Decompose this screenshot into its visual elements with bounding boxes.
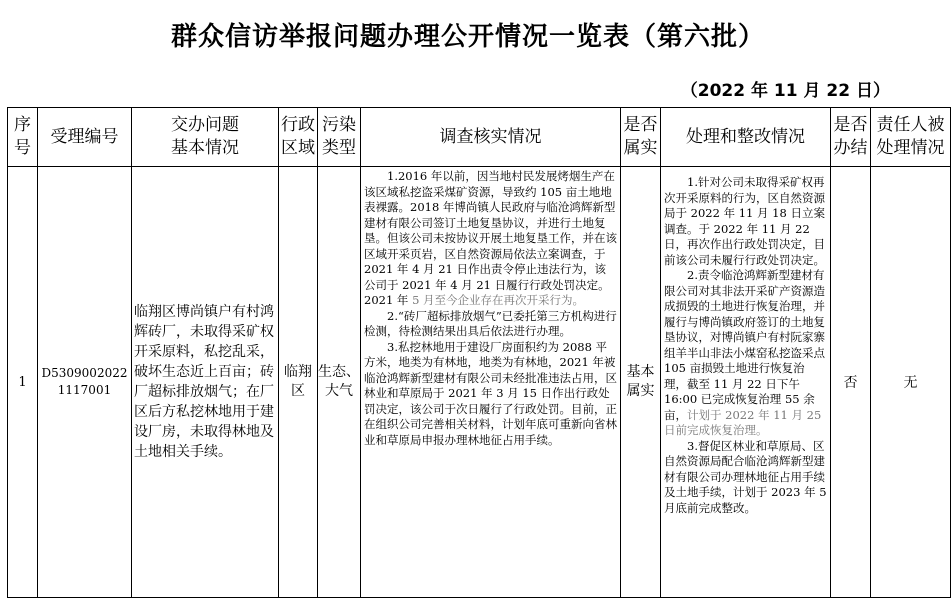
header-region: 行政 区域: [279, 108, 318, 167]
investigation-item-2: 2.“砖厂超标排放烟气”已委托第三方机构进行检测，待检测结果出具后依法进行办理。: [364, 308, 617, 338]
header-type: 污染 类型: [318, 108, 361, 167]
cell-investigation: [361, 167, 621, 598]
cell-verified: 基本属实: [621, 167, 661, 598]
header-verified: 是否 属实: [621, 108, 661, 167]
handling-item-2: 2.责令临沧鸿辉新型建材有限公司对其非法开采矿产资源造成损毁的土地进行恢复治理，并履行与博尚镇政府签订的土地复垦协议，对博尚镇户有村阮家寨组羊半山非法小煤窑私挖盗采点 105 亩损毁土地进行恢复治理，截至 11 月 22 日下午 16:00 已完成恢复治理 55 余亩，计划于 2022 年 11 月 25 日前完成恢复治理。: [664, 268, 825, 437]
header-id: 受理编号: [38, 108, 132, 167]
handling-item-1: 1.针对公司未取得采矿权再次开采原料的行为，区自然资源局于 2022 年 11 月 18 日立案调查。于 2022 年 11 月 22 日，再次作出行政处罚决定，目前该公司未履行行政处罚决定。: [664, 175, 825, 267]
cell-region: 临翔区: [279, 167, 318, 598]
cell-seq: 1: [8, 167, 38, 598]
cell-handling: [661, 167, 831, 598]
header-seq: 序 号: [8, 108, 38, 167]
handling-item-3: 3.督促区林业和草原局、区自然资源局配合临沧鸿辉新型建材有限公司办理林地征占用手续及土地手续，计划于 2023 年 5 月底前完成整改。: [664, 438, 827, 515]
cell-accountability: 无: [871, 167, 951, 598]
investigation-item-1: 1.2016 年以前，因当地村民发展烤烟生产在该区域私挖盗采煤矿资源，导致约 105 亩土地地表裸露。2018 年博尚镇人民政府与临沧鸿辉新型建材有限公司签订土地复垦协议，并进行土地复垦。但该公司未按协议开展土地复垦工作，并在该区域开采页岩，区自然资源局依法立案调查，于 2021 年 4 月 21 日作出责令停止违法行为，该公司于 2021 年 4 月 21 日履行行政处罚决定。2021 年 5 月至今企业存在再次开采行为。: [364, 169, 617, 307]
page-title: 群众信访举报问题办理公开情况一览表（第六批）: [170, 22, 765, 52]
header-investigation: 调查核实情况: [361, 108, 621, 167]
cell-closed: 否: [831, 167, 871, 598]
header-problem: 交办问题 基本情况: [132, 108, 279, 167]
investigation-item-3: 3.私挖林地用于建设厂房面积约为 2088 平方米，地类为有林地，地类为有林地，2021 年被临沧鸿辉新型建材有限公司未经批准违法占用，区林业和草原局于 2021 年 3 月 15 日作出行政处罚决定，该公司于次日履行了行政处罚。目前，正在组织公司完善相关材料，计划年底可重新向省林业和草原局申报办理林地征占用手续。: [364, 339, 617, 447]
petition-table: [7, 107, 951, 598]
table-row: [8, 167, 951, 598]
header-row: [8, 108, 951, 167]
header-handling: 处理和整改情况: [661, 108, 831, 167]
cell-problem: 临翔区博尚镇户有村鸿辉砖厂，未取得采矿权开采原料，私挖乱采，破坏生态近上百亩；砖厂超标排放烟气；在厂区后方私挖林地用于建设厂房，未取得林地及土地相关手续。: [132, 167, 279, 598]
cell-type: 生态、大气: [318, 167, 361, 598]
header-closed: 是否 办结: [831, 108, 871, 167]
cell-id: D5309002022 1117001: [38, 167, 132, 598]
header-accountability: 责任人被 处理情况: [871, 108, 951, 167]
report-date: （2022 年 11 月 22 日）: [680, 81, 890, 101]
